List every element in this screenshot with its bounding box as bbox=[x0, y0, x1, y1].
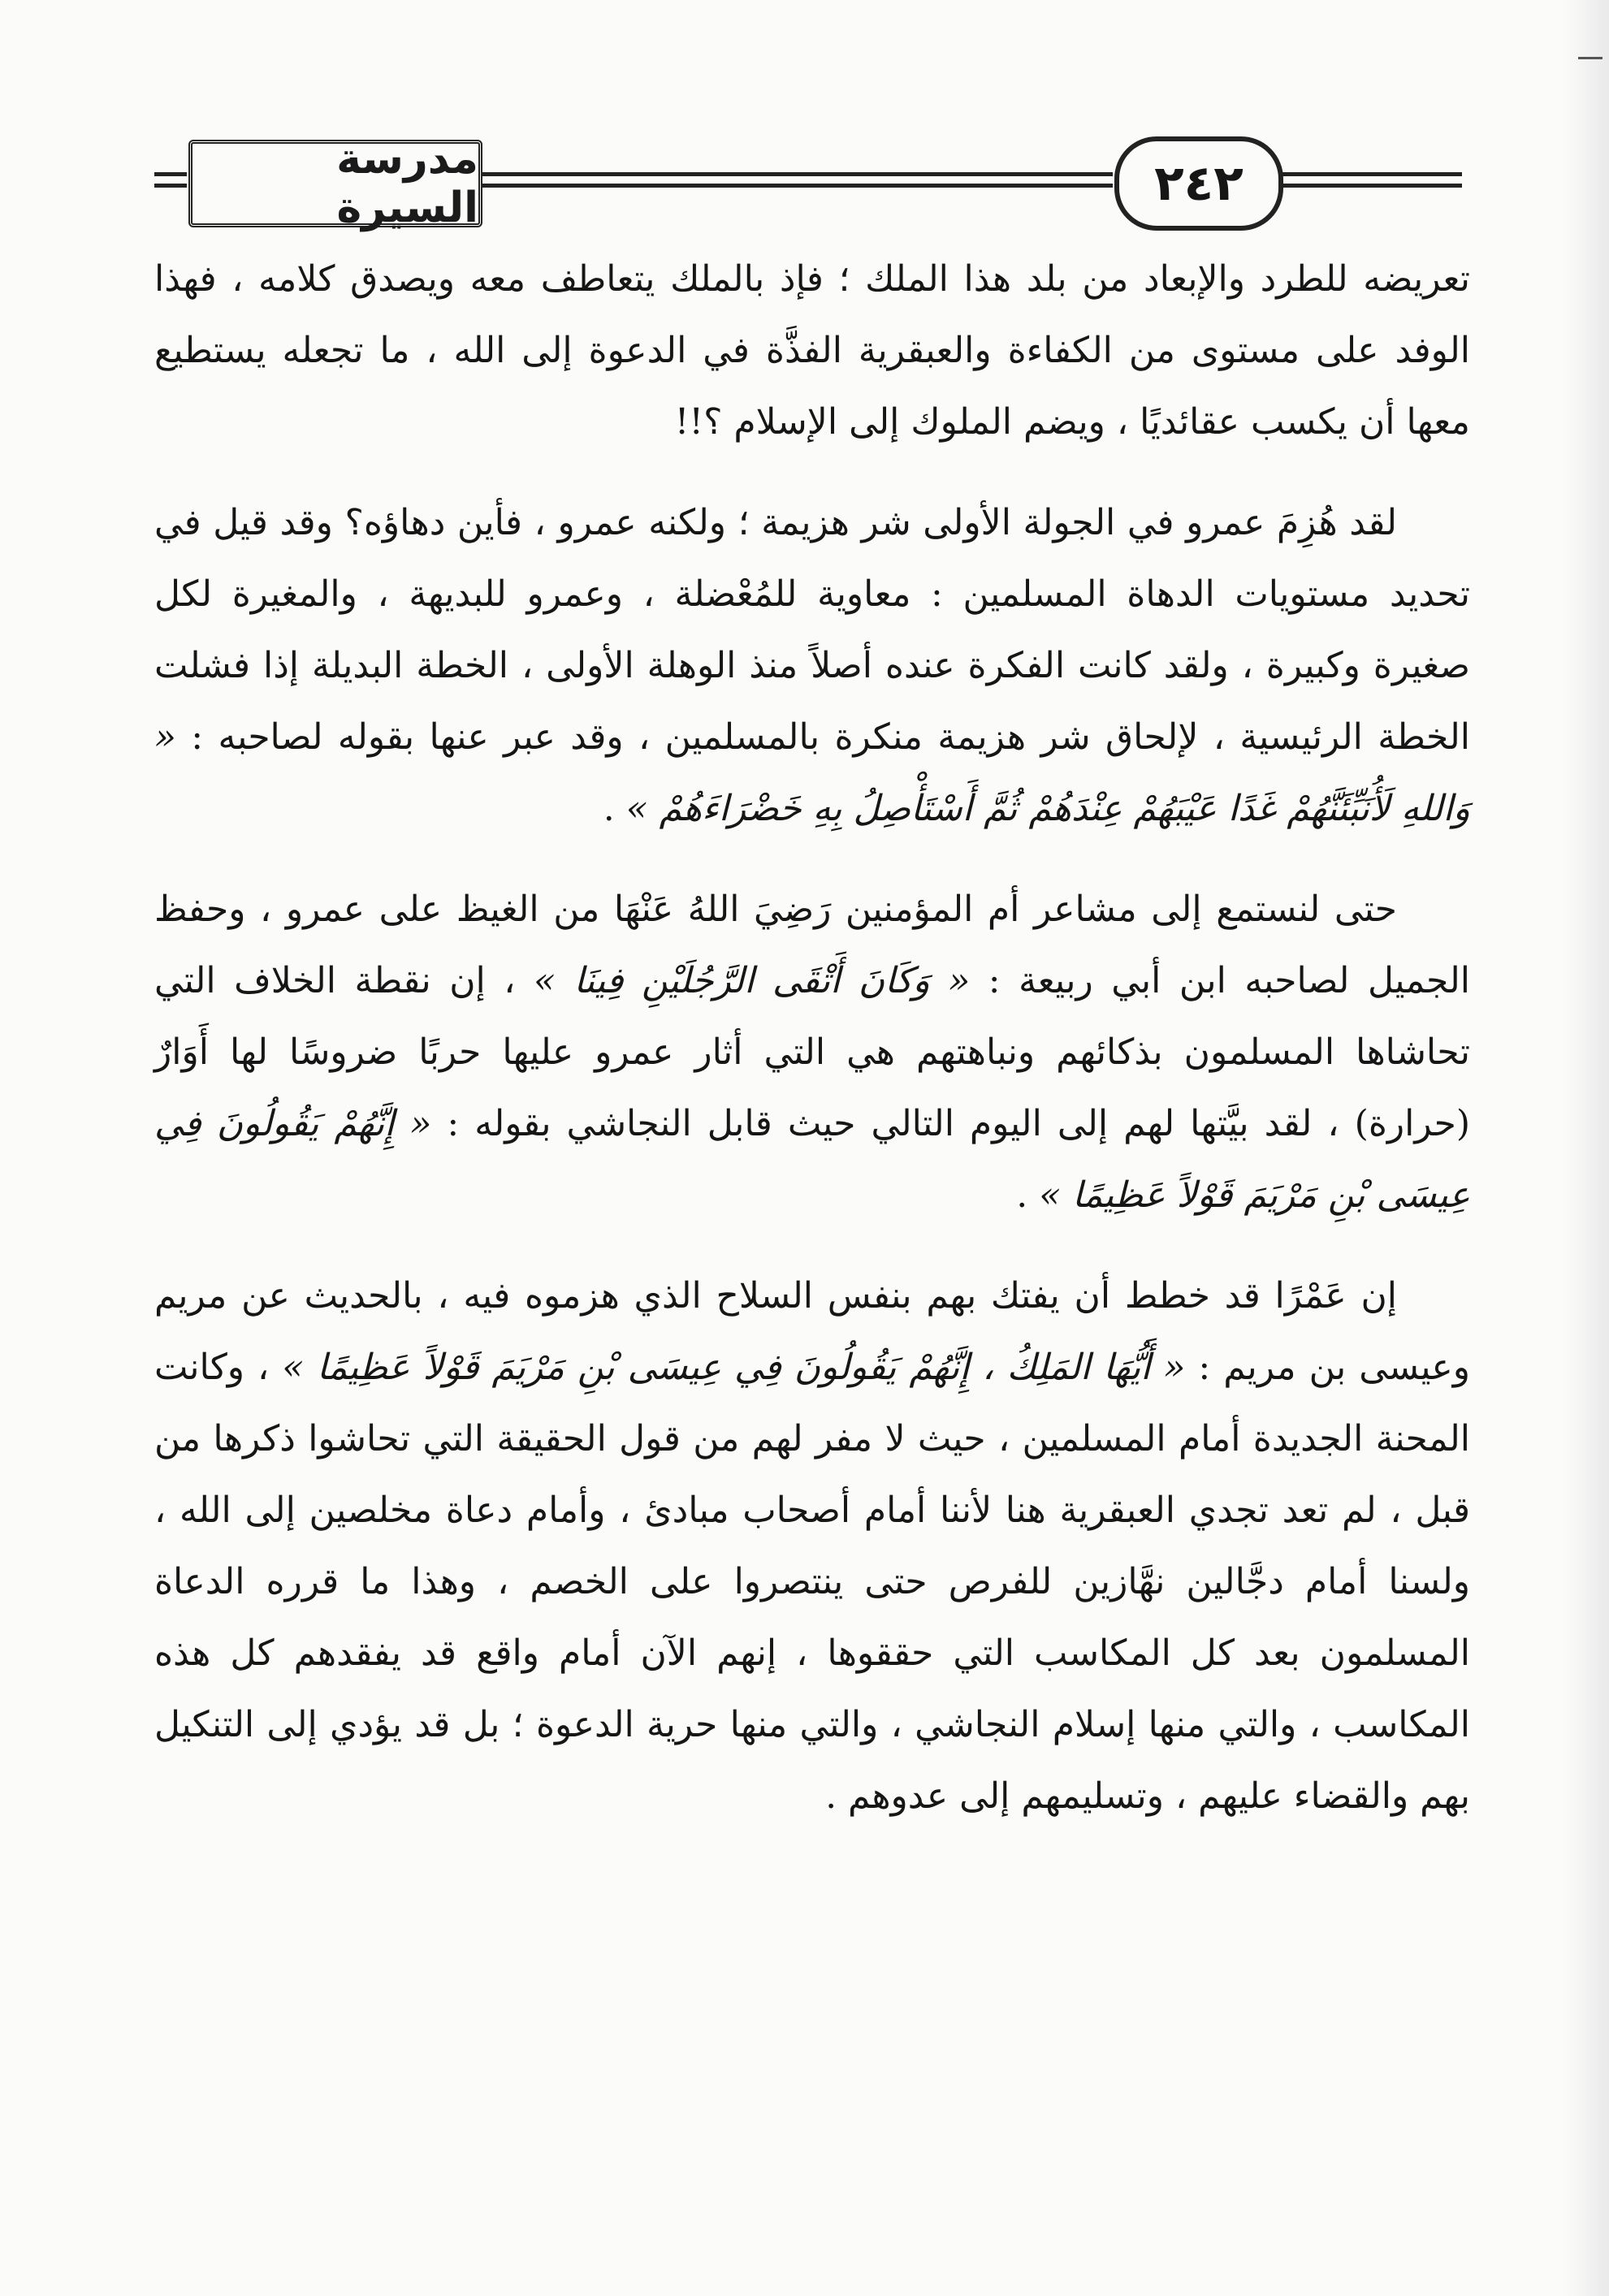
page-number-frame bbox=[1114, 136, 1283, 231]
page-number: ٢٤٢ bbox=[1154, 155, 1244, 212]
quoted-text: « إِنَّهُمْ يَقُولُونَ فِي عِيسَى بْنِ مَرْيَمَ قَوْلاً عَظِيمًا » bbox=[154, 1103, 1470, 1216]
body-paragraph bbox=[154, 874, 1470, 1231]
header-rule bbox=[154, 172, 187, 176]
page-body bbox=[154, 244, 1470, 1861]
paragraph-text: ، وكانت المحنة الجديدة أمام المسلمين ، حيث لا مفر لهم من قول الحقيقة التي تحاشوا ذكرها من قبل ، لم تعد تجدي العبقرية هنا لأننا أمام أصحاب مبادئ ، وأمام دعاة مخلصين إلى الله ، ولسنا أمام دجَّالين نهَّازين للفرص حتى ينتصروا على الخصم ، وهذا ما قرره الدعاة المسلمون بعد كل المكاسب التي حققوها ، إنهم الآن أمام واقع قد يفقدهم كل هذه المكاسب ، والتي منها إسلام النجاشي ، والتي منها حرية الدعوة ؛ بل قد يؤدي إلى التنكيل بهم والقضاء عليهم ، وتسليمهم إلى عدوهم . bbox=[154, 1347, 1470, 1817]
paragraph-text: . bbox=[603, 788, 626, 829]
book-title-frame bbox=[188, 135, 482, 232]
paragraph-text: ، إن نقطة الخلاف التي تحاشاها المسلمون بذكائهم ونباهتهم هي التي أثار عمرو عليها حربًا ضروسًا لها أَوَارٌ (حرارة) ، لقد بيَّتها لهم إلى اليوم التالي حيث قابل النجاشي بقوله : bbox=[154, 960, 1470, 1144]
paragraph-text: إن عَمْرًا قد خطط أن يفتك بهم بنفس السلاح الذي هزموه فيه ، بالحديث عن مريم وعيسى بن مريم : bbox=[154, 1275, 1471, 1388]
edge-mark bbox=[1578, 57, 1603, 59]
quoted-text: « وَكَانَ أَتْقَى الرَّجُلَيْنِ فِينَا » bbox=[534, 960, 971, 1001]
paragraph-text: . bbox=[1016, 1174, 1040, 1216]
book-title: مدرسة السيرة bbox=[336, 135, 478, 232]
header-rule bbox=[1275, 172, 1462, 176]
body-paragraph bbox=[154, 487, 1470, 845]
quoted-text: « وَاللهِ لَأُنَبِّئَنَّهُمْ غَدًا عَيْبَهُمْ عِنْدَهُمْ ثُمَّ أَسْتَأْصِلُ بِهِ خَضْرَاءَهُمْ » bbox=[154, 716, 1470, 829]
page-header bbox=[154, 135, 1462, 232]
body-paragraph bbox=[154, 244, 1470, 458]
page-edge-shadow bbox=[1560, 0, 1609, 2296]
paragraph-text: لقد هُزِمَ عمرو في الجولة الأولى شر هزيمة ؛ ولكنه عمرو ، فأين دهاؤه؟ وقد قيل في تحديد مستويات الدهاة المسلمين : معاوية للمُعْضلة ، وعمرو للبديهة ، والمغيرة لكل صغيرة وكبيرة ، ولقد كانت الفكرة عنده أصلاً منذ الوهلة الأولى ، الخطة البديلة إذا فشلت الخطة الرئيسية ، لإلحاق شر هزيمة منكرة بالمسلمين ، وقد عبر عنها بقوله لصاحبه : bbox=[154, 502, 1470, 758]
header-rule bbox=[154, 184, 187, 188]
header-rule bbox=[479, 184, 1113, 188]
body-paragraph bbox=[154, 1260, 1470, 1832]
quoted-text: « أَيُّهَا المَلِكُ ، إِنَّهُمْ يَقُولُونَ فِي عِيسَى بْنِ مَرْيَمَ قَوْلاً عَظِيمًا » bbox=[282, 1347, 1186, 1388]
header-rule bbox=[1275, 184, 1462, 188]
header-rule bbox=[479, 172, 1113, 176]
paragraph-text: حتى لنستمع إلى مشاعر أم المؤمنين رَضِيَ اللهُ عَنْهَا من الغيظ على عمرو ، وحفظ الجميل لصاحبه ابن أبي ربيعة : bbox=[154, 889, 1471, 1001]
paragraph-text: تعريضه للطرد والإبعاد من بلد هذا الملك ؛ فإذ بالملك يتعاطف معه ويصدق كلامه ، فهذا الوفد على مستوى من الكفاءة والعبقرية الفذَّة في الدعوة إلى الله ، ما تجعله يستطيع معها أن يكسب عقائديًا ، ويضم الملوك إلى الإسلام ؟!! bbox=[154, 258, 1470, 443]
